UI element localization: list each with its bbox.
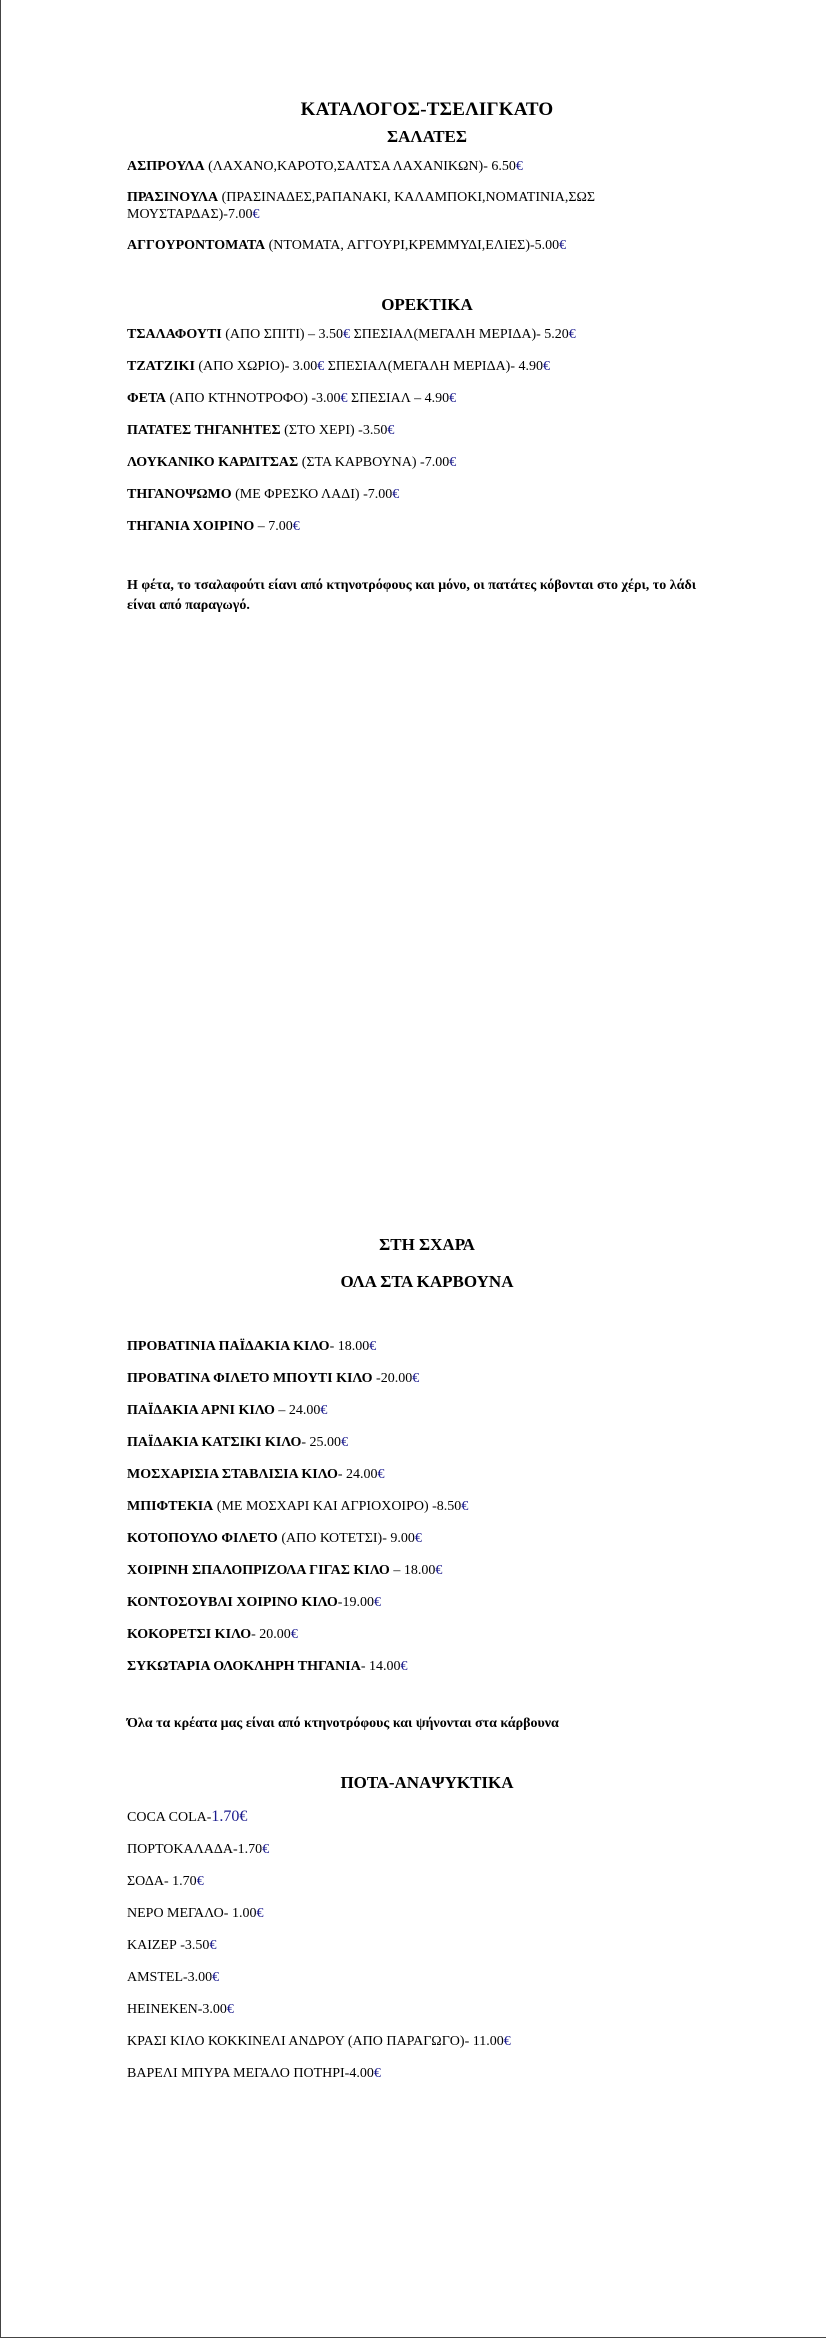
grill-list	[127, 1338, 727, 1675]
item-desc: (ΑΠΟ ΚΤΗΝΟΤΡΟΦΟ) -3.00	[166, 391, 341, 406]
item-name: ΤΣΑΛΑΦΟΥΤΙ	[127, 327, 222, 342]
item-desc: - 20.00	[251, 1627, 291, 1642]
menu-item	[127, 1562, 727, 1579]
item-name: ΚΟΚΟΡΕΤΣΙ ΚΙΛΟ	[127, 1627, 252, 1642]
appetizers-note: Η φέτα, το τσαλαφούτι είανι από κτηνοτρόφους και μόνο, οι πατάτες κόβονται στο χέρι, το λάδι είναι από παραγωγό.	[127, 578, 697, 613]
item-desc: (ΑΠΟ ΚΟΤΕΤΣΙ)- 9.00	[277, 1531, 415, 1546]
drinks-list	[127, 1808, 727, 2082]
item-name: ΠΑΪΔΑΚΙΑ ΑΡΝΙ ΚΙΛΟ	[127, 1403, 275, 1418]
item-name: ΜΠΙΦΤΕΚΙΑ	[127, 1499, 214, 1514]
menu-item	[127, 1370, 727, 1387]
item-desc: - 14.00	[360, 1659, 401, 1674]
menu-item	[127, 189, 727, 223]
item-name: ΜΟΣΧΑΡΙΣΙΑ ΣΤΑΒΛΙΣΙΑ ΚΙΛΟ	[127, 1467, 338, 1482]
drink-price: €	[196, 1874, 204, 1889]
currency-symbol: €	[252, 207, 260, 222]
item-desc: (ΣΤΑ ΚΑΡΒΟΥΝΑ) -7.00	[298, 455, 450, 470]
currency-symbol: €	[449, 455, 457, 470]
drink-item	[127, 1905, 727, 1922]
grill-subheading: ΟΛΑ ΣΤΑ ΚΑΡΒΟΥΝΑ	[340, 1272, 514, 1291]
item-desc: (ΛΑΧΑΝΟ,ΚΑΡΟΤΟ,ΣΑΛΤΣΑ ΛΑΧΑΝΙΚΩΝ)- 6.50	[204, 159, 516, 174]
currency-symbol: €	[515, 159, 523, 174]
item-desc: -19.00	[337, 1595, 374, 1610]
drink-text: ΣΟΔΑ- 1.70	[127, 1874, 197, 1889]
menu-item	[127, 1626, 727, 1643]
menu-item	[127, 1498, 727, 1515]
menu-item	[127, 237, 727, 254]
appetizers-heading: ΟΡΕΚΤΙΚΑ	[381, 295, 473, 314]
drink-item	[127, 1808, 727, 1826]
currency-symbol: €	[343, 327, 351, 342]
item-desc: (ΑΠΟ ΧΩΡΙΟ)- 3.00	[194, 359, 318, 374]
item-name: ΛΟΥΚΑΝΙΚΟ ΚΑΡΔΙΤΣΑΣ	[127, 455, 299, 470]
currency-symbol: €	[543, 359, 551, 374]
item-desc: (ΝΤΟΜΑΤΑ, ΑΓΓΟΥΡΙ,ΚΡΕΜΜΥΔΙ,ΕΛΙΕΣ)-5.00	[265, 238, 560, 253]
item-desc: (ΜΕ ΜΟΣΧΑΡΙ ΚΑΙ ΑΓΡΙΟΧΟΙΡΟ) -8.50	[213, 1499, 462, 1514]
item-name: ΠΡΟΒΑΤΙΝΑ ΦΙΛΕΤΟ ΜΠΟΥΤΙ ΚΙΛΟ	[127, 1371, 373, 1386]
drink-item	[127, 2001, 727, 2018]
grill-heading: ΣΤΗ ΣΧΑΡΑ	[379, 1235, 475, 1254]
item-name: ΠΑΪΔΑΚΙΑ ΚΑΤΣΙΚΙ ΚΙΛΟ	[127, 1435, 302, 1450]
item-desc: – 7.00	[254, 519, 293, 534]
currency-symbol: €	[340, 391, 348, 406]
item-name: ΚΟΤΟΠΟΥΛΟ ΦΙΛΕΤΟ	[127, 1531, 278, 1546]
drink-text: COCA COLA-	[127, 1810, 212, 1825]
menu-item	[127, 158, 727, 175]
drink-item	[127, 1873, 727, 1890]
currency-symbol: €	[435, 1563, 443, 1578]
drink-item	[127, 2033, 727, 2050]
salads-list	[127, 158, 727, 254]
item-desc: - 18.00	[329, 1339, 370, 1354]
item-desc: - 24.00	[337, 1467, 378, 1482]
item-desc: (ΜΕ ΦΡΕΣΚΟ ΛΑΔΙ) -7.00	[231, 487, 393, 502]
currency-symbol: €	[292, 519, 300, 534]
currency-symbol: €	[317, 359, 325, 374]
item-name: ΑΓΓΟΥΡΟΝΤΟΜΑΤΑ	[127, 238, 266, 253]
drinks-heading: ΠΟΤΑ-ΑΝΑΨΥΚΤΙΚΑ	[340, 1773, 514, 1792]
item-name: ΠΡΑΣΙΝΟΥΛΑ	[127, 190, 219, 205]
menu-item	[127, 390, 727, 407]
drink-item	[127, 1841, 727, 1858]
item-name: ΣΥΚΩΤΑΡΙΑ ΟΛΟΚΛΗΡΗ ΤΗΓΑΝΙΑ	[127, 1659, 361, 1674]
drink-price: €	[503, 2034, 511, 2049]
currency-symbol: €	[369, 1339, 377, 1354]
drink-price: €	[226, 2002, 234, 2017]
menu-item	[127, 454, 727, 471]
item-desc: -20.00	[372, 1371, 413, 1386]
drink-text: AMSTEL-3.00	[127, 1970, 213, 1985]
item-desc: (ΣΤΟ ΧΕΡΙ) -3.50	[280, 423, 388, 438]
drink-price: €	[256, 1906, 264, 1921]
item-desc: (ΑΠΟ ΣΠΙΤΙ) – 3.50	[221, 327, 344, 342]
drink-item	[127, 1969, 727, 1986]
menu-item	[127, 1466, 727, 1483]
item-name: ΦΕΤΑ	[127, 391, 167, 406]
menu-item	[127, 1658, 727, 1675]
drink-price: €	[262, 1842, 270, 1857]
currency-symbol: €	[392, 487, 400, 502]
currency-symbol: €	[412, 1371, 420, 1386]
item-desc: – 18.00	[389, 1563, 436, 1578]
currency-symbol: €	[341, 1435, 349, 1450]
salads-heading: ΣΑΛΑΤΕΣ	[387, 127, 467, 146]
item-special: ΣΠΕΣΙΑΛ – 4.90	[347, 391, 450, 406]
menu-item	[127, 1402, 727, 1419]
page-title: ΚΑΤΑΛΟΓΟΣ-ΤΣΕΛΙΓΚΑΤΟ	[300, 99, 554, 120]
menu-content	[127, 96, 727, 2082]
drink-price: €	[373, 2066, 381, 2081]
item-name: ΤΗΓΑΝΙΑ ΧΟΙΡΙΝΟ	[127, 519, 255, 534]
item-special: ΣΠΕΣΙΑΛ(ΜΕΓΑΛΗ ΜΕΡΙΔΑ)- 5.20	[350, 327, 569, 342]
menu-item	[127, 518, 727, 535]
drink-price: €	[209, 1938, 217, 1953]
item-name: ΧΟΙΡΙΝΗ ΣΠΑΛΟΠΡΙΖΟΛΑ ΓΙΓΑΣ ΚΙΛΟ	[127, 1563, 390, 1578]
menu-item	[127, 486, 727, 503]
drink-text: ΚΡΑΣΙ ΚΙΛΟ ΚΟΚΚΙΝΕΛΙ ΑΝΔΡΟΥ (ΑΠΟ ΠΑΡΑΓΩΓΟ)- 11.00	[127, 2034, 504, 2049]
appetizers-list	[127, 326, 727, 535]
item-name: ΑΣΠΡΟΥΛΑ	[127, 159, 205, 174]
drink-price: 1.70€	[211, 1808, 248, 1825]
menu-item	[127, 326, 727, 343]
menu-item	[127, 1530, 727, 1547]
item-name: ΚΟΝΤΟΣΟΥΒΛΙ ΧΟΙΡΙΝΟ ΚΙΛΟ	[127, 1595, 338, 1610]
item-name: ΤΖΑΤΖΙΚΙ	[127, 359, 195, 374]
drink-text: ΠΟΡΤΟΚΑΛΑΔΑ-1.70	[127, 1842, 263, 1857]
menu-item	[127, 358, 727, 375]
currency-symbol: €	[377, 1467, 385, 1482]
currency-symbol: €	[400, 1659, 408, 1674]
drink-price: €	[212, 1970, 220, 1985]
currency-symbol: €	[387, 423, 395, 438]
drink-item	[127, 1937, 727, 1954]
grill-note: Όλα τα κρέατα μας είναι από κτηνοτρόφους και ψήνονται στα κάρβουνα	[127, 1716, 559, 1731]
menu-item	[127, 1338, 727, 1355]
item-special: ΣΠΕΣΙΑΛ(ΜΕΓΑΛΗ ΜΕΡΙΔΑ)- 4.90	[324, 359, 544, 374]
drink-text: HEINEKEN-3.00	[127, 2002, 227, 2017]
currency-symbol: €	[449, 391, 457, 406]
menu-item	[127, 422, 727, 439]
item-desc: - 25.00	[301, 1435, 342, 1450]
item-name: ΠΑΤΑΤΕΣ ΤΗΓΑΝΗΤΕΣ	[127, 423, 281, 438]
drink-text: ΚΑΙΖΕΡ -3.50	[127, 1938, 210, 1953]
item-name: ΠΡΟΒΑΤΙΝΙΑ ΠΑΪΔΑΚΙΑ ΚΙΛΟ	[127, 1339, 330, 1354]
currency-symbol: €	[568, 327, 576, 342]
drink-item	[127, 2065, 727, 2082]
drink-text: ΒΑΡΕΛΙ ΜΠΥΡΑ ΜΕΓΑΛΟ ΠΟΤΗΡΙ-4.00	[127, 2066, 374, 2081]
currency-symbol: €	[414, 1531, 422, 1546]
drink-text: ΝΕΡΟ ΜΕΓΑΛΟ- 1.00	[127, 1906, 257, 1921]
item-name: ΤΗΓΑΝΟΨΩΜΟ	[127, 487, 232, 502]
menu-item	[127, 1594, 727, 1611]
menu-item	[127, 1434, 727, 1451]
currency-symbol: €	[320, 1403, 328, 1418]
currency-symbol: €	[373, 1595, 381, 1610]
currency-symbol: €	[461, 1499, 469, 1514]
currency-symbol: €	[290, 1627, 298, 1642]
item-desc: – 24.00	[274, 1403, 321, 1418]
item-desc: (ΠΡΑΣΙΝΑΔΕΣ,ΡΑΠΑΝΑΚΙ, ΚΑΛΑΜΠΟΚΙ,ΝΟΜΑΤΙΝΙΑ,ΣΩΣ ΜΟΥΣΤΑΡΔΑΣ)-7.00	[127, 190, 596, 222]
currency-symbol: €	[559, 238, 567, 253]
